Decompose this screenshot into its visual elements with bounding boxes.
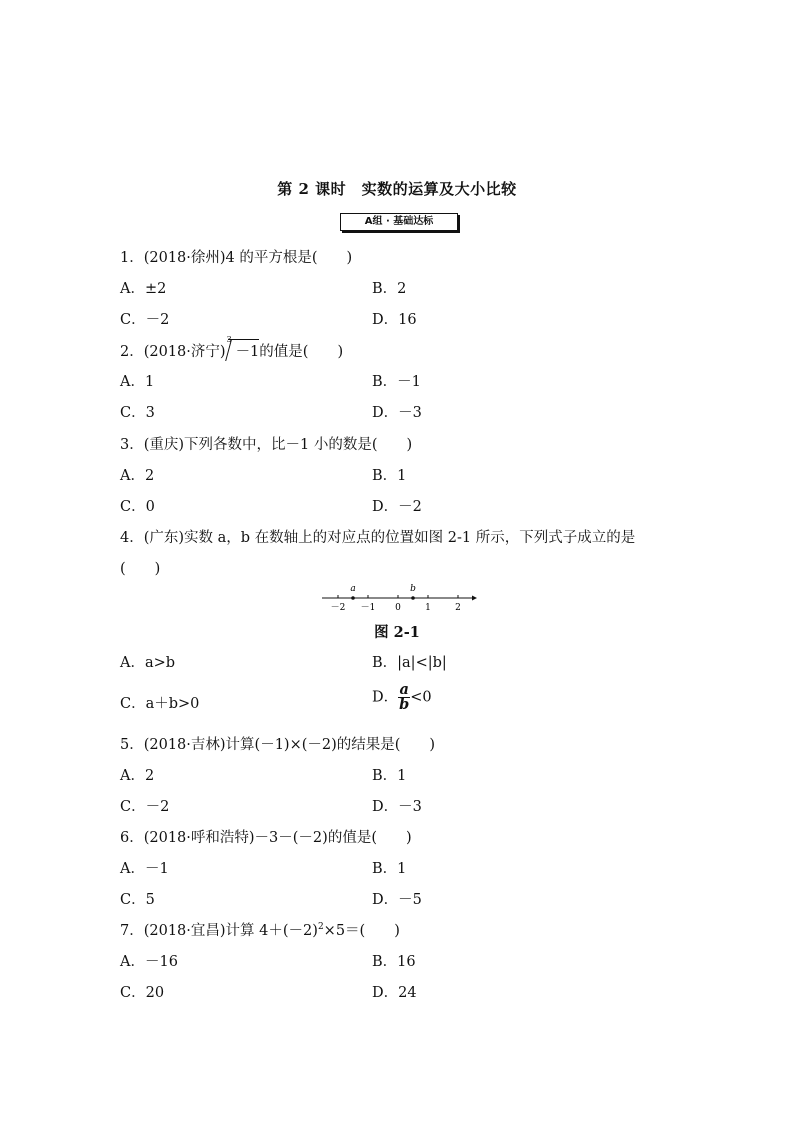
- tick-label: 0: [395, 603, 401, 612]
- point-a: [351, 596, 355, 600]
- q1-option-b[interactable]: B．2: [372, 281, 407, 297]
- question-4-stem-cont: ( ): [120, 561, 161, 577]
- q3-option-c[interactable]: C．0: [120, 499, 155, 515]
- q6-option-a[interactable]: A．－1: [120, 861, 169, 877]
- q7-option-c[interactable]: C．20: [120, 985, 165, 1001]
- fraction-numerator: a: [399, 681, 409, 698]
- root-index: 3: [226, 335, 232, 344]
- q2-stem-prefix: 2．(2018·济宁): [120, 344, 226, 360]
- point-label-a: a: [350, 584, 356, 594]
- figure-caption: 图 2-1: [374, 624, 420, 641]
- axis-arrowhead: [472, 596, 477, 601]
- q5-option-c[interactable]: C．－2: [120, 799, 170, 815]
- q3-option-d[interactable]: D．－2: [372, 499, 422, 515]
- question-5-stem: 5．(2018·吉林)计算(－1)×(－2)的结果是( ): [120, 737, 436, 753]
- question-6-stem: 6．(2018·呼和浩特)－3－(－2)的值是( ): [120, 830, 412, 846]
- number-line-figure: [318, 580, 478, 612]
- tick-label: 2: [455, 603, 461, 612]
- tick-label: －1: [360, 603, 376, 612]
- root-radicand: －1: [228, 339, 260, 361]
- q7-option-d[interactable]: D．24: [372, 985, 417, 1001]
- question-2-stem: [120, 335, 344, 361]
- q7-stem-prefix: 7．(2018·宜昌)计算 4＋(－2): [120, 923, 318, 939]
- point-label-b: b: [410, 584, 416, 594]
- fraction-relation: <0: [410, 689, 432, 706]
- q2-option-a[interactable]: A．1: [120, 374, 155, 390]
- section-badge: A组 · 基础达标: [340, 213, 458, 231]
- fraction-a-over-b: [398, 683, 410, 712]
- q4-option-d-label: D．: [372, 689, 399, 706]
- q2-option-d[interactable]: D．－3: [372, 405, 422, 421]
- q6-option-d[interactable]: D．－5: [372, 892, 422, 908]
- q1-option-d[interactable]: D．16: [372, 312, 417, 328]
- q5-option-d[interactable]: D．－3: [372, 799, 422, 815]
- question-1-stem: 1．(2018·徐州)4 的平方根是( ): [120, 250, 353, 266]
- fraction-denominator: b: [399, 696, 410, 713]
- q4-option-d[interactable]: [372, 683, 432, 712]
- cube-root-expression: [226, 335, 260, 361]
- page-title: 第 2 课时 实数的运算及大小比较: [277, 180, 517, 198]
- q7-option-b[interactable]: B．16: [372, 954, 416, 970]
- point-b: [411, 596, 415, 600]
- q3-option-b[interactable]: B．1: [372, 468, 407, 484]
- q7-option-a[interactable]: A．－16: [120, 954, 178, 970]
- tick-label: －2: [330, 603, 346, 612]
- q1-option-c[interactable]: C．－2: [120, 312, 170, 328]
- q3-option-a[interactable]: A．2: [120, 468, 155, 484]
- q4-option-b[interactable]: B．|a|<|b|: [372, 655, 447, 671]
- q4-option-a[interactable]: A．a>b: [120, 655, 176, 671]
- tick-label: 1: [425, 603, 431, 612]
- q6-option-c[interactable]: C．5: [120, 892, 155, 908]
- q2-option-b[interactable]: B．－1: [372, 374, 421, 390]
- q1-option-a[interactable]: A．±2: [120, 281, 167, 297]
- q7-stem-suffix: ×5＝( ): [323, 923, 400, 939]
- question-7-stem: [120, 919, 400, 940]
- question-3-stem: 3．(重庆)下列各数中，比－1 小的数是( ): [120, 437, 413, 453]
- q2-option-c[interactable]: C．3: [120, 405, 155, 421]
- question-4-stem: 4．(广东)实数 a，b 在数轴上的对应点的位置如图 2-1 所示，下列式子成立的是: [120, 530, 636, 546]
- q7-exponent: 2: [317, 922, 324, 933]
- q4-option-c[interactable]: C．a＋b>0: [120, 696, 200, 712]
- q6-option-b[interactable]: B．1: [372, 861, 407, 877]
- q5-option-a[interactable]: A．2: [120, 768, 155, 784]
- q5-option-b[interactable]: B．1: [372, 768, 407, 784]
- q2-stem-suffix: 的值是( ): [259, 344, 344, 360]
